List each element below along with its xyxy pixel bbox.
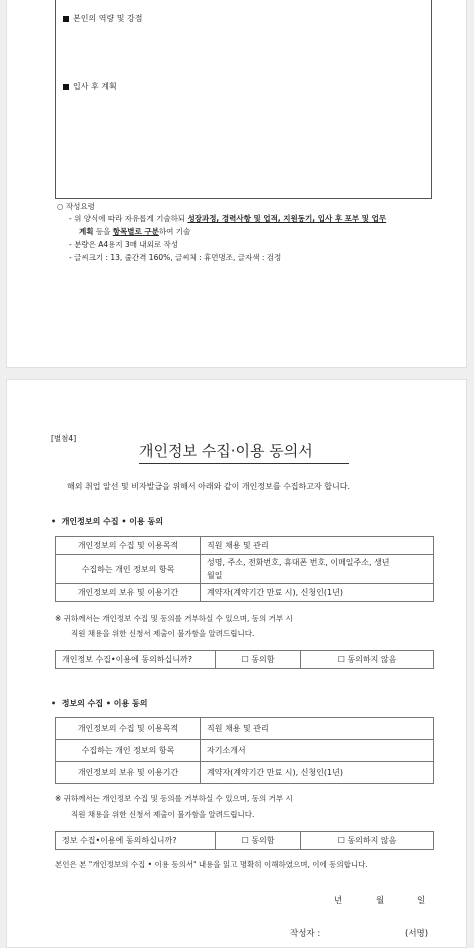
- agreement-statement: 본인은 본 "개인정보의 수집 • 이용 동의서" 내용을 읽고 명확히 이해하였으며, 이에 동의합니다.: [55, 860, 368, 869]
- notice-2-line-1: ※ 귀하께서는 개인정보 수집 및 동의를 거부하실 수 있으며, 동의 거부 시: [55, 794, 293, 803]
- essay-box: [55, 0, 432, 199]
- guide-line-2-bold-1: 계획: [79, 227, 94, 236]
- intro-text: 해외 취업 알선 및 비자발급을 위해서 아래와 같이 개인정보를 수집하고자 합니다.: [67, 482, 350, 491]
- consent-1-agree-checkbox[interactable]: ☐ 동의함: [216, 651, 301, 669]
- guide-title: ○ 작성요령: [57, 202, 95, 211]
- table-label: 개인정보의 보유 및 이용기간: [56, 584, 201, 602]
- section-2-title-text: 정보의 수집 • 이용 동의: [61, 699, 148, 708]
- section-1-title: • 개인정보의 수집 • 이용 동의: [51, 517, 163, 526]
- guide-line-2: [79, 226, 190, 237]
- section-plan-label: 입사 후 계획: [73, 82, 117, 91]
- consent-2-question: 정보 수집•이용에 동의하십니까?: [56, 832, 216, 850]
- table-label: 개인정보의 보유 및 이용기간: [56, 762, 201, 784]
- section-1-title-text: 개인정보의 수집 • 이용 동의: [61, 517, 163, 526]
- table-row: [56, 762, 434, 784]
- guide-line-1: [69, 213, 386, 224]
- table-row: [56, 651, 434, 669]
- consent-choice-table-1: [55, 650, 434, 669]
- table-row: [56, 555, 434, 584]
- table-label: 개인정보의 수집 및 이용목적: [56, 537, 201, 555]
- table-value: 성명, 주소, 전화번호, 휴대폰 번호, 이메일주소, 생년월일: [201, 555, 434, 584]
- consent-table-2: [55, 717, 434, 784]
- table-value: 직원 채용 및 관리: [201, 718, 434, 740]
- table-value: 계약자(계약기간 만료 시), 신청인(1년): [201, 762, 434, 784]
- table-row: [56, 740, 434, 762]
- document-page-1: [6, 0, 467, 368]
- table-label: 수집하는 개인 정보의 항목: [56, 555, 201, 584]
- section-strengths-label: 본인의 역량 및 강점: [73, 14, 143, 23]
- date-month: 월: [376, 896, 385, 906]
- table-value: 계약자(계약기간 만료 시), 신청인(1년): [201, 584, 434, 602]
- date-year: 년: [334, 896, 343, 906]
- date-day: 일: [417, 896, 426, 906]
- consent-table-1: [55, 536, 434, 602]
- consent-choice-table-2: [55, 831, 434, 850]
- consent-1-disagree-checkbox[interactable]: ☐ 동의하지 않음: [301, 651, 434, 669]
- consent-1-question: 개인정보 수집•이용에 동의하십니까?: [56, 651, 216, 669]
- consent-2-disagree-checkbox[interactable]: ☐ 동의하지 않음: [301, 832, 434, 850]
- signature-placeholder: (서명): [405, 929, 429, 939]
- table-value: 직원 채용 및 관리: [201, 537, 434, 555]
- notice-1-line-2: 직원 채용을 위한 신청서 제출이 불가함을 알려드립니다.: [71, 629, 255, 638]
- signer-label: 작성자 :: [290, 929, 321, 939]
- table-row: [56, 584, 434, 602]
- notice-1-line-1: ※ 귀하께서는 개인정보 수집 및 동의를 거부하실 수 있으며, 동의 거부 시: [55, 614, 293, 623]
- guide-line-1-prefix: - 위 양식에 따라 자유롭게 기술하되: [69, 214, 188, 223]
- square-bullet-icon: [63, 16, 69, 22]
- table-label: 수집하는 개인 정보의 항목: [56, 740, 201, 762]
- section-plan: [63, 81, 117, 92]
- guide-line-2-suffix: 하여 기술: [158, 227, 191, 236]
- table-row: [56, 832, 434, 850]
- table-label: 개인정보의 수집 및 이용목적: [56, 718, 201, 740]
- document-title: 개인정보 수집·이용 동의서: [139, 442, 313, 460]
- guide-line-2-bold-2: 항목별로 구분: [112, 227, 159, 236]
- document-page-2: [6, 379, 467, 948]
- guide-line-2-mid: 등을: [93, 227, 113, 236]
- section-strengths: [63, 13, 142, 24]
- consent-2-agree-checkbox[interactable]: ☐ 동의함: [216, 832, 301, 850]
- section-2-title: • 정보의 수집 • 이용 동의: [51, 699, 148, 708]
- guide-line-1-bold: 성장과정, 경력사항 및 업적, 지원동기, 입사 후 포부 및 업무: [187, 214, 387, 223]
- attachment-label: [별첨4]: [51, 434, 77, 443]
- square-bullet-icon: [63, 84, 69, 90]
- table-value: 자기소개서: [201, 740, 434, 762]
- title-underline: [139, 463, 349, 464]
- notice-2-line-2: 직원 채용을 위한 신청서 제출이 불가함을 알려드립니다.: [71, 810, 255, 819]
- guide-line-3: - 분량은 A4용지 3매 내외로 작성: [69, 240, 178, 249]
- table-row: [56, 718, 434, 740]
- guide-line-4: - 글씨크기 : 13, 줄간격 160%, 글씨체 : 휴먼명조, 글자색 : 검정: [69, 253, 282, 262]
- table-row: [56, 537, 434, 555]
